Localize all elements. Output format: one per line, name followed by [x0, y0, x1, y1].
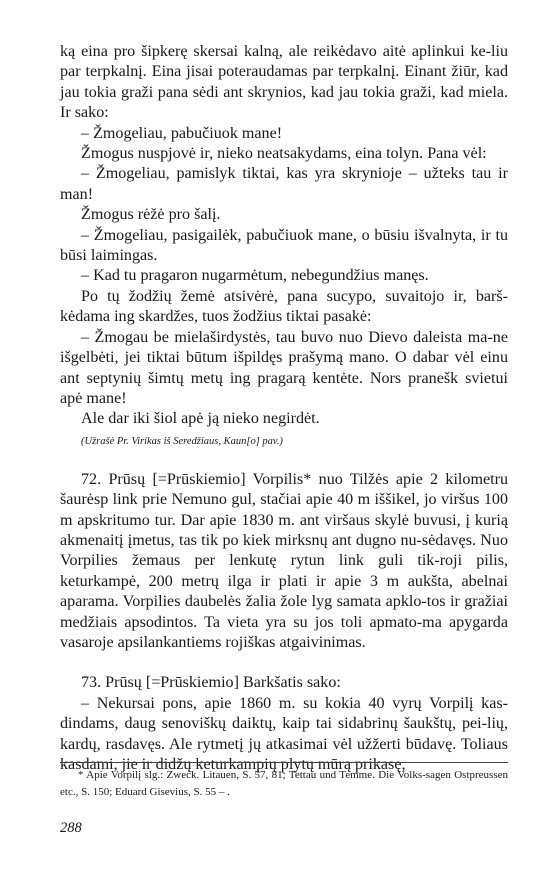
paragraph: Žmogus nuspjovė ir, nieko neatsakydams, eina tolyn. Pana vėl:	[81, 145, 487, 163]
paragraph: – Žmogeliau, pasigailėk, pabučiuok mane, o būsiu išvalnyta, ir tu būsi laimingas.	[60, 226, 508, 265]
legend-73-section	[60, 673, 508, 775]
paragraph: Ale dar iki šiol apė ją nieko negirdėt.	[81, 410, 320, 428]
footnote-area	[60, 762, 508, 801]
paragraph: 72. Prūsų [=Prūskiemio] Vorpilis* nuo Tilžės apie 2 kilometru šaurėsp link prie Nemuno gul, stačiai apie 40 m iššikel, jo viršus 100 m apskritumo tur. Dar apie 1830 m. ant viršaus skylė buvusi, į kurią akmenaitį įmetus, tas tik po kiek mirksnų ant dugno nu-sėdavęs. Nuo Vorpilies žemaus per lenkutę rytun link guli tik-roji pilis, keturkampė, 200 metrų ilga ir plati ir apie 3 m aukšta, abelnai aparama. Vorpilies daubelės žalia žole lyg samata apklo-tos ir gražiai medžiais apsodintos. Ta vieta yra su jos toli apmato-ma apygarda vasaroje apsilankantiems rojiškas atgaivinimas.	[60, 470, 508, 651]
paragraph: Žmogus rėžė pro šalį.	[81, 206, 221, 224]
footnote-text: * Apie Vorpilį slg.: Zweck. Litauen, S. 57, 81; Tettau und Temme. Die Volks-sagen Ostpreussen etc., S. 150; Eduard Gisevius, S. 55 – .	[60, 769, 508, 798]
paragraph: ką eina pro šipkerę skersai kalną, ale reikėdavo aitė aplinkui ke-liu par terpkalnį. Eina jisai poteraudamas par terpkalnį. Einant žiūr, kad jau tokia graži pana sėdi ant skrynios, kad jau tokia graži, kad miela. Ir sako:	[60, 43, 508, 122]
section-gap	[60, 653, 508, 673]
page-number: 288	[60, 820, 82, 836]
paragraph: – Kad tu pragaron nugarmėtum, nebegundžius manęs.	[81, 267, 429, 285]
paragraph: 73. Prūsų [=Prūskiemio] Barkšatis sako:	[81, 674, 341, 692]
main-text	[60, 42, 508, 775]
paragraph: – Žmogeliau, pamislyk tiktai, kas yra skrynioje – užteks tau ir man!	[60, 165, 508, 203]
source-note: (Užrašė Pr. Virikas iš Seredžiaus, Kaun[o] pav.)	[81, 435, 283, 447]
section-gap	[60, 450, 508, 470]
story-section	[60, 42, 508, 430]
paragraph: Po tų žodžių žemė atsivėrė, pana sucypo, suvaitojo ir, barš-kėdama ing skardžes, tuos žodžius tiktai pasakė:	[60, 287, 508, 326]
paragraph: – Nekursai pons, apie 1860 m. su kokia 40 vyrų Vorpilį kas-dindams, daug senoviškų daiktų, kaip tai sidabrinų šaukštų, pei-lių, kardų, rasdavęs. Ale rytmetį jų atkasimai vėl užžerti būdavę. Toliaus kasdami, jie ir didžų keturkampių plytų mūrą prikasę,	[60, 694, 508, 773]
paragraph: – Žmogeliau, pabučiuok mane!	[81, 124, 283, 142]
legend-72-section	[60, 470, 508, 654]
paragraph: – Žmogau be mielaširdystės, tau buvo nuo Dievo daleista ma-ne išgelbėti, jei tiktai būtum išpildęs prašymą mano. O dabar vėl einu ant septynių šimtų metų ing pragarą kentėte. Nors pranešk svietui apė mane!	[60, 328, 508, 407]
